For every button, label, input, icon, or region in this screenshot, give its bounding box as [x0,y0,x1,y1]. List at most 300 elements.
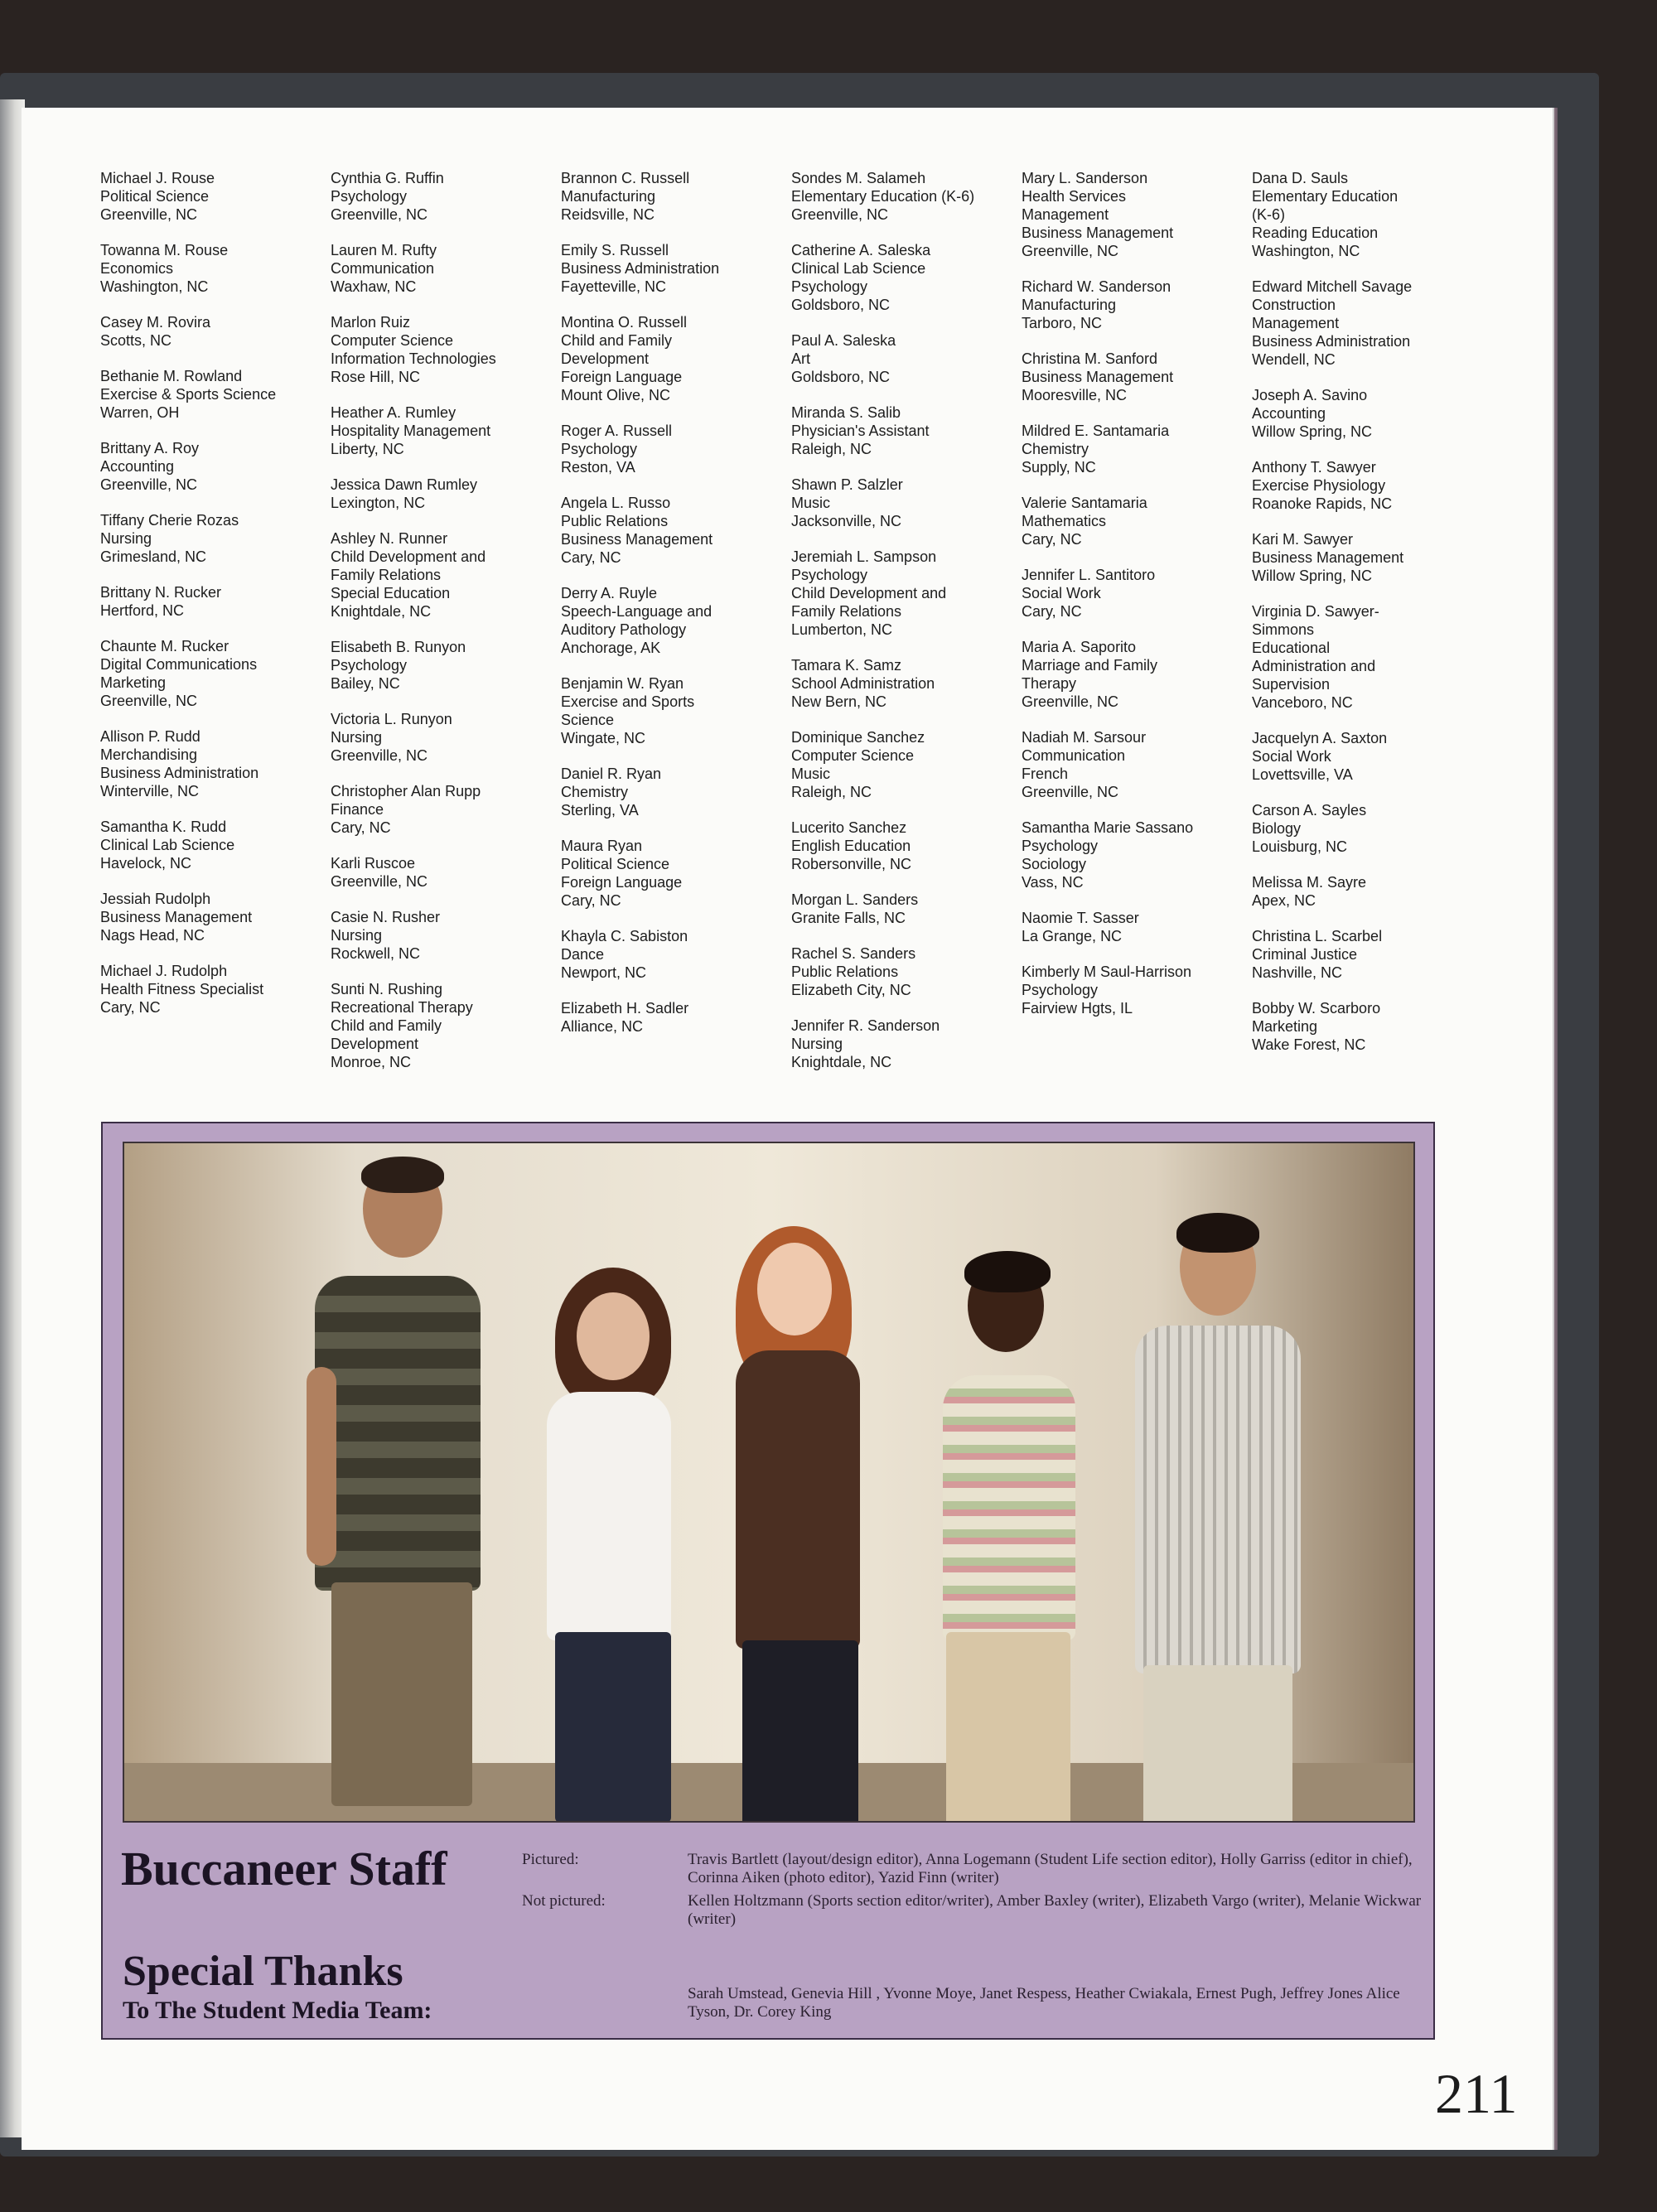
student-name: Chaunte M. Rucker [100,638,229,654]
student-detail: Reading Education [1252,225,1379,241]
student-name: Victoria L. Runyon [331,711,452,727]
student-name: Jacquelyn A. Saxton [1252,730,1388,746]
student-detail: Science [561,712,615,728]
student-detail: Psychology [791,567,868,583]
staff-title: Buccaneer Staff [121,1842,447,1896]
student-detail: Construction [1252,297,1336,313]
student-name: Samantha Marie Sassano [1022,819,1194,836]
student-name: Virginia D. Sawyer- [1252,603,1379,620]
student-detail: Management [1252,315,1340,331]
roster-entry [561,313,785,404]
roster-entry [1252,729,1476,784]
student-detail: Clinical Lab Science [100,837,235,853]
student-detail: Cary, NC [100,999,161,1016]
student-detail: Mooresville, NC [1022,387,1128,403]
student-detail: Mathematics [1022,513,1107,529]
roster-entry [1252,801,1476,856]
student-name: Joseph A. Savino [1252,387,1368,403]
student-detail: Special Education [331,585,451,601]
student-detail: Public Relations [791,964,899,980]
student-detail: Biology [1252,820,1302,837]
student-name: Jessica Dawn Rumley [331,476,478,493]
student-name: Brittany N. Rucker [100,584,222,601]
student-detail: Accounting [100,458,175,475]
student-detail: Clinical Lab Science [791,260,926,277]
roster-column-1 [100,169,324,1034]
roster-entry [1252,278,1476,369]
roster-entry [791,891,1015,927]
student-detail: School Administration [791,675,935,692]
student-name: Bobby W. Scarboro [1252,1000,1381,1017]
student-name: Roger A. Russell [561,423,673,439]
roster-entry [1022,963,1245,1017]
student-name: Casey M. Rovira [100,314,211,331]
student-detail: Business Management [1022,369,1174,385]
student-name: Casie N. Rusher [331,909,441,925]
student-detail: Family Relations [331,567,442,583]
roster-entry [791,241,1015,314]
student-detail: Digital Communications [100,656,258,673]
student-detail: Nursing [791,1036,843,1052]
student-detail: Robersonville, NC [791,856,912,872]
student-name: Samantha K. Rudd [100,819,227,835]
student-name: Miranda S. Salib [791,404,901,421]
roster-entry [1022,909,1245,945]
student-name: Morgan L. Sanders [791,891,919,908]
student-detail: Vanceboro, NC [1252,694,1353,711]
roster-entry [331,638,554,693]
roster-entry [331,476,554,512]
student-detail: Psychology [1022,838,1099,854]
student-name: Elisabeth B. Runyon [331,639,466,655]
roster-entry [100,241,324,296]
student-detail: Manufacturing [561,188,656,205]
roster-entry [331,980,554,1071]
student-detail: Greenville, NC [1022,243,1119,259]
student-detail: Greenville, NC [100,206,198,223]
student-detail: Business Administration [1252,333,1411,350]
student-name: Bethanie M. Rowland [100,368,243,384]
student-detail: Greenville, NC [331,747,428,764]
roster-entry [791,331,1015,386]
student-detail: Cary, NC [1022,531,1082,548]
special-thanks-names: Sarah Umstead, Genevia Hill , Yvonne Moye, Janet Respess, Heather Cwiakala, Ernest Pugh, Jeffrey Jones Alice Tyson, Dr. Corey King [688,1985,1400,2021]
student-detail: Psychology [1022,982,1099,998]
roster-entry [100,727,324,800]
student-detail: Lumberton, NC [791,621,893,638]
roster-entry [100,637,324,710]
pictured-label: Pictured: [522,1851,579,1868]
student-detail: Development [561,350,650,367]
student-detail: Monroe, NC [331,1054,412,1070]
student-detail: Willow Spring, NC [1252,423,1373,440]
roster-entry [1252,927,1476,982]
student-detail: Exercise Physiology [1252,477,1386,494]
roster-entry [100,890,324,944]
student-detail: Willow Spring, NC [1252,567,1373,584]
student-detail: Greenville, NC [331,873,428,890]
student-detail: Psychology [561,441,638,457]
student-detail: Accounting [1252,405,1326,422]
student-detail: Psychology [791,278,868,295]
student-detail: Manufacturing [1022,297,1117,313]
student-detail: French [1022,766,1069,782]
student-detail: Exercise and Sports [561,693,695,710]
student-detail: Alliance, NC [561,1018,644,1035]
student-name: Christopher Alan Rupp [331,783,481,799]
student-name: Elizabeth H. Sadler [561,1000,689,1017]
not-pictured-names: Kellen Holtzmann (Sports section editor/writer), Amber Baxley (writer), Elizabeth Vargo (writer), Melanie Wickwar (writer) [688,1892,1422,1928]
pictured-names: Travis Bartlett (layout/design editor), Anna Logemann (Student Life section editor), Holly Garriss (editor in chief), Corinna Aiken (photo editor), Yazid Finn (writer) [688,1851,1413,1886]
student-name: Cynthia G. Ruffin [331,170,444,186]
student-detail: Child Development and [791,585,947,601]
student-name: Sunti N. Rushing [331,981,443,997]
student-detail: Family Relations [791,603,902,620]
student-name: Montina O. Russell [561,314,688,331]
student-name: Khayla C. Sabiston [561,928,688,944]
roster-column-6 [1252,169,1476,1071]
student-detail: Information Technologies [331,350,496,367]
student-detail: Nursing [331,729,383,746]
roster-entry [1022,278,1245,332]
student-detail: Reston, VA [561,459,635,476]
student-detail: Cary, NC [561,549,621,566]
student-detail: Mount Olive, NC [561,387,671,403]
student-name: Maria A. Saporito [1022,639,1137,655]
student-name: Ashley N. Runner [331,530,448,547]
roster-entry [1252,458,1476,513]
student-detail: Apex, NC [1252,892,1316,909]
student-detail: Communication [1022,747,1126,764]
student-detail: Lexington, NC [331,495,426,511]
student-name: Shawn P. Salzler [791,476,903,493]
page-number: 211 [1435,2062,1518,2125]
student-name: Michael J. Rouse [100,170,215,186]
roster-column-4 [791,169,1015,1089]
roster-entry [1252,999,1476,1054]
student-detail: Raleigh, NC [791,441,872,457]
student-detail: Business Management [1252,549,1404,566]
student-detail: Roanoke Rapids, NC [1252,495,1393,512]
student-detail: La Grange, NC [1022,928,1123,944]
student-name: Jessiah Rudolph [100,891,211,907]
student-detail: Goldsboro, NC [791,369,891,385]
roster-entry [791,1017,1015,1071]
student-detail: Business Administration [561,260,720,277]
student-detail: Health Services [1022,188,1127,205]
roster-entry [331,908,554,963]
student-detail: Cary, NC [1022,603,1082,620]
student-name: Marlon Ruiz [331,314,411,331]
student-detail: Hospitality Management [331,423,491,439]
staff-panel [101,1122,1435,2040]
student-name: Derry A. Ruyle [561,585,658,601]
roster-entry [561,999,785,1036]
student-detail: Therapy [1022,675,1077,692]
student-detail: Supervision [1252,676,1331,693]
student-name: Naomie T. Sasser [1022,910,1139,926]
student-detail: Music [791,766,831,782]
student-detail: Knightdale, NC [331,603,432,620]
student-detail: Louisburg, NC [1252,838,1348,855]
student-detail: Knightdale, NC [791,1054,892,1070]
student-detail: English Education [791,838,911,854]
student-detail: Anchorage, AK [561,640,661,656]
roster-entry [791,819,1015,873]
roster-entry [791,476,1015,530]
roster-entry [1252,530,1476,585]
student-detail: Greenville, NC [100,476,198,493]
student-detail: Hertford, NC [100,602,185,619]
staff-person-5 [1127,1218,1301,1823]
student-detail: Havelock, NC [100,855,192,872]
roster-entry [1022,494,1245,548]
student-name: Towanna M. Rouse [100,242,229,258]
student-detail: Nags Head, NC [100,927,205,944]
student-detail: Wake Forest, NC [1252,1036,1366,1053]
roster-entry [791,656,1015,711]
student-detail: Vass, NC [1022,874,1084,891]
student-detail: Political Science [561,856,670,872]
roster-entry [331,529,554,621]
student-detail: Speech-Language and [561,603,713,620]
student-detail: Raleigh, NC [791,784,872,800]
roster-entry [331,710,554,765]
student-detail: Lovettsville, VA [1252,766,1353,783]
student-detail: Business Management [100,909,253,925]
roster-entry [561,241,785,296]
student-name: Jeremiah L. Sampson [791,548,937,565]
student-name: Dominique Sanchez [791,729,925,746]
student-detail: Social Work [1022,585,1101,601]
roster-entry [331,313,554,386]
roster-entry [791,169,1015,224]
student-name: Emily S. Russell [561,242,669,258]
roster-entry [791,728,1015,801]
student-name: Lucerito Sanchez [791,819,907,836]
roster-column-3 [561,169,785,1053]
student-detail: Business Administration [100,765,259,781]
student-detail: Wingate, NC [561,730,646,746]
student-detail: Administration and [1252,658,1376,674]
student-detail: Nursing [331,927,383,944]
student-detail: Tarboro, NC [1022,315,1103,331]
student-detail: Recreational Therapy [331,999,473,1016]
not-pictured-label: Not pictured: [522,1892,606,1910]
student-detail: Washington, NC [1252,243,1360,259]
student-detail: Elizabeth City, NC [791,982,911,998]
student-name: Daniel R. Ryan [561,766,662,782]
student-name: Angela L. Russo [561,495,671,511]
roster-entry [100,818,324,872]
special-thanks-subtitle: To The Student Media Team: [123,1997,432,2024]
roster-entry [1252,386,1476,441]
student-detail: Grimesland, NC [100,548,207,565]
student-detail: Computer Science [331,332,454,349]
roster-column-2 [331,169,554,1089]
student-detail: Development [331,1036,419,1052]
student-name: Mary L. Sanderson [1022,170,1148,186]
yearbook-page [22,108,1553,2150]
student-detail: Reidsville, NC [561,206,655,223]
student-detail: Auditory Pathology [561,621,687,638]
roster-entry [331,782,554,837]
student-detail: Marriage and Family [1022,657,1158,674]
student-name: Tiffany Cherie Rozas [100,512,239,529]
student-detail: Scotts, NC [100,332,172,349]
student-name: Lauren M. Rufty [331,242,437,258]
student-detail: Greenville, NC [1022,784,1119,800]
student-detail: Exercise & Sports Science [100,386,277,403]
roster-entry [1252,873,1476,910]
staff-person-4 [926,1251,1084,1823]
roster-entry [561,765,785,819]
student-detail: Nashville, NC [1252,964,1343,981]
student-name: Jennifer L. Santitoro [1022,567,1156,583]
student-detail: Waxhaw, NC [331,278,417,295]
roster-entry [331,403,554,458]
student-detail: Greenville, NC [100,693,198,709]
roster-entry [100,583,324,620]
senior-roster [100,169,1467,1205]
student-detail: Child and Family [561,332,673,349]
roster-entry [1022,566,1245,621]
roster-entry [1252,169,1476,260]
roster-entry [100,439,324,494]
roster-entry [1022,350,1245,404]
student-detail: Fayetteville, NC [561,278,667,295]
student-detail: Foreign Language [561,369,683,385]
student-detail: Business Management [561,531,713,548]
student-name: Christina M. Sanford [1022,350,1158,367]
student-detail: Psychology [331,657,408,674]
roster-entry [561,422,785,476]
student-detail: Foreign Language [561,874,683,891]
student-name: Rachel S. Sanders [791,945,916,962]
roster-entry [331,854,554,891]
student-name: Anthony T. Sawyer [1252,459,1376,476]
student-name: Richard W. Sanderson [1022,278,1171,295]
student-detail: Physician's Assistant [791,423,930,439]
student-detail: Greenville, NC [791,206,889,223]
student-name: Karli Ruscoe [331,855,416,872]
roster-entry [331,169,554,224]
student-detail: Granite Falls, NC [791,910,906,926]
student-detail: New Bern, NC [791,693,887,710]
staff-person-2 [547,1268,679,1814]
student-detail: Dance [561,946,605,963]
student-name: Heather A. Rumley [331,404,457,421]
roster-entry [1022,819,1245,891]
student-name: Kimberly M Saul-Harrison [1022,964,1192,980]
student-detail: Communication [331,260,435,277]
student-detail: Cary, NC [561,892,621,909]
student-detail: Goldsboro, NC [791,297,891,313]
student-detail: Warren, OH [100,404,180,421]
student-detail: Simmons [1252,621,1315,638]
roster-entry [1252,602,1476,712]
roster-entry [331,241,554,296]
student-detail: Winterville, NC [100,783,200,799]
roster-entry [100,511,324,566]
student-detail: Bailey, NC [331,675,400,692]
roster-entry [561,169,785,224]
student-detail: Wendell, NC [1252,351,1336,368]
student-detail: Criminal Justice [1252,946,1358,963]
student-detail: Child and Family [331,1017,442,1034]
student-name: Edward Mitchell Savage [1252,278,1413,295]
student-name: Kari M. Sawyer [1252,531,1354,548]
roster-entry [1022,638,1245,711]
roster-entry [1022,169,1245,260]
roster-entry [791,548,1015,639]
student-detail: Finance [331,801,384,818]
student-detail: Management [1022,206,1109,223]
student-detail: (K-6) [1252,206,1285,223]
student-detail: Business Management [1022,225,1174,241]
student-detail: Health Fitness Specialist [100,981,264,997]
student-name: Brittany A. Roy [100,440,200,456]
student-name: Benjamin W. Ryan [561,675,684,692]
roster-entry [100,313,324,350]
student-detail: Computer Science [791,747,915,764]
student-name: Nadiah M. Sarsour [1022,729,1147,746]
student-name: Mildred E. Santamaria [1022,423,1170,439]
student-name: Maura Ryan [561,838,643,854]
student-detail: Merchandising [100,746,198,763]
roster-entry [561,494,785,567]
student-detail: Cary, NC [331,819,391,836]
roster-entry [1022,422,1245,476]
student-name: Catherine A. Saleska [791,242,931,258]
roster-entry [100,169,324,224]
staff-person-3 [719,1226,877,1823]
student-detail: Greenville, NC [331,206,428,223]
student-detail: Sociology [1022,856,1087,872]
student-detail: Elementary Education [1252,188,1399,205]
student-detail: Political Science [100,188,210,205]
student-name: Michael J. Rudolph [100,963,228,979]
student-detail: Chemistry [561,784,629,800]
student-name: Brannon C. Russell [561,170,690,186]
staff-group-photo [123,1142,1415,1823]
student-detail: Washington, NC [100,278,209,295]
roster-entry [791,944,1015,999]
student-detail: Nursing [100,530,152,547]
staff-person-1 [315,1160,464,1823]
student-name: Carson A. Sayles [1252,802,1367,819]
student-detail: Newport, NC [561,964,647,981]
student-detail: Educational [1252,640,1331,656]
student-detail: Jacksonville, NC [791,513,902,529]
roster-entry [1022,728,1245,801]
student-name: Jennifer R. Sanderson [791,1017,940,1034]
student-name: Allison P. Rudd [100,728,200,745]
roster-column-5 [1022,169,1245,1035]
student-name: Tamara K. Samz [791,657,902,674]
student-detail: Liberty, NC [331,441,404,457]
student-detail: Marketing [1252,1018,1318,1035]
student-detail: Elementary Education (K-6) [791,188,975,205]
student-detail: Psychology [331,188,408,205]
student-detail: Public Relations [561,513,669,529]
roster-entry [561,584,785,657]
student-detail: Greenville, NC [1022,693,1119,710]
student-detail: Fairview Hgts, IL [1022,1000,1133,1017]
student-detail: Rose Hill, NC [331,369,421,385]
student-detail: Chemistry [1022,441,1089,457]
student-name: Dana D. Sauls [1252,170,1349,186]
